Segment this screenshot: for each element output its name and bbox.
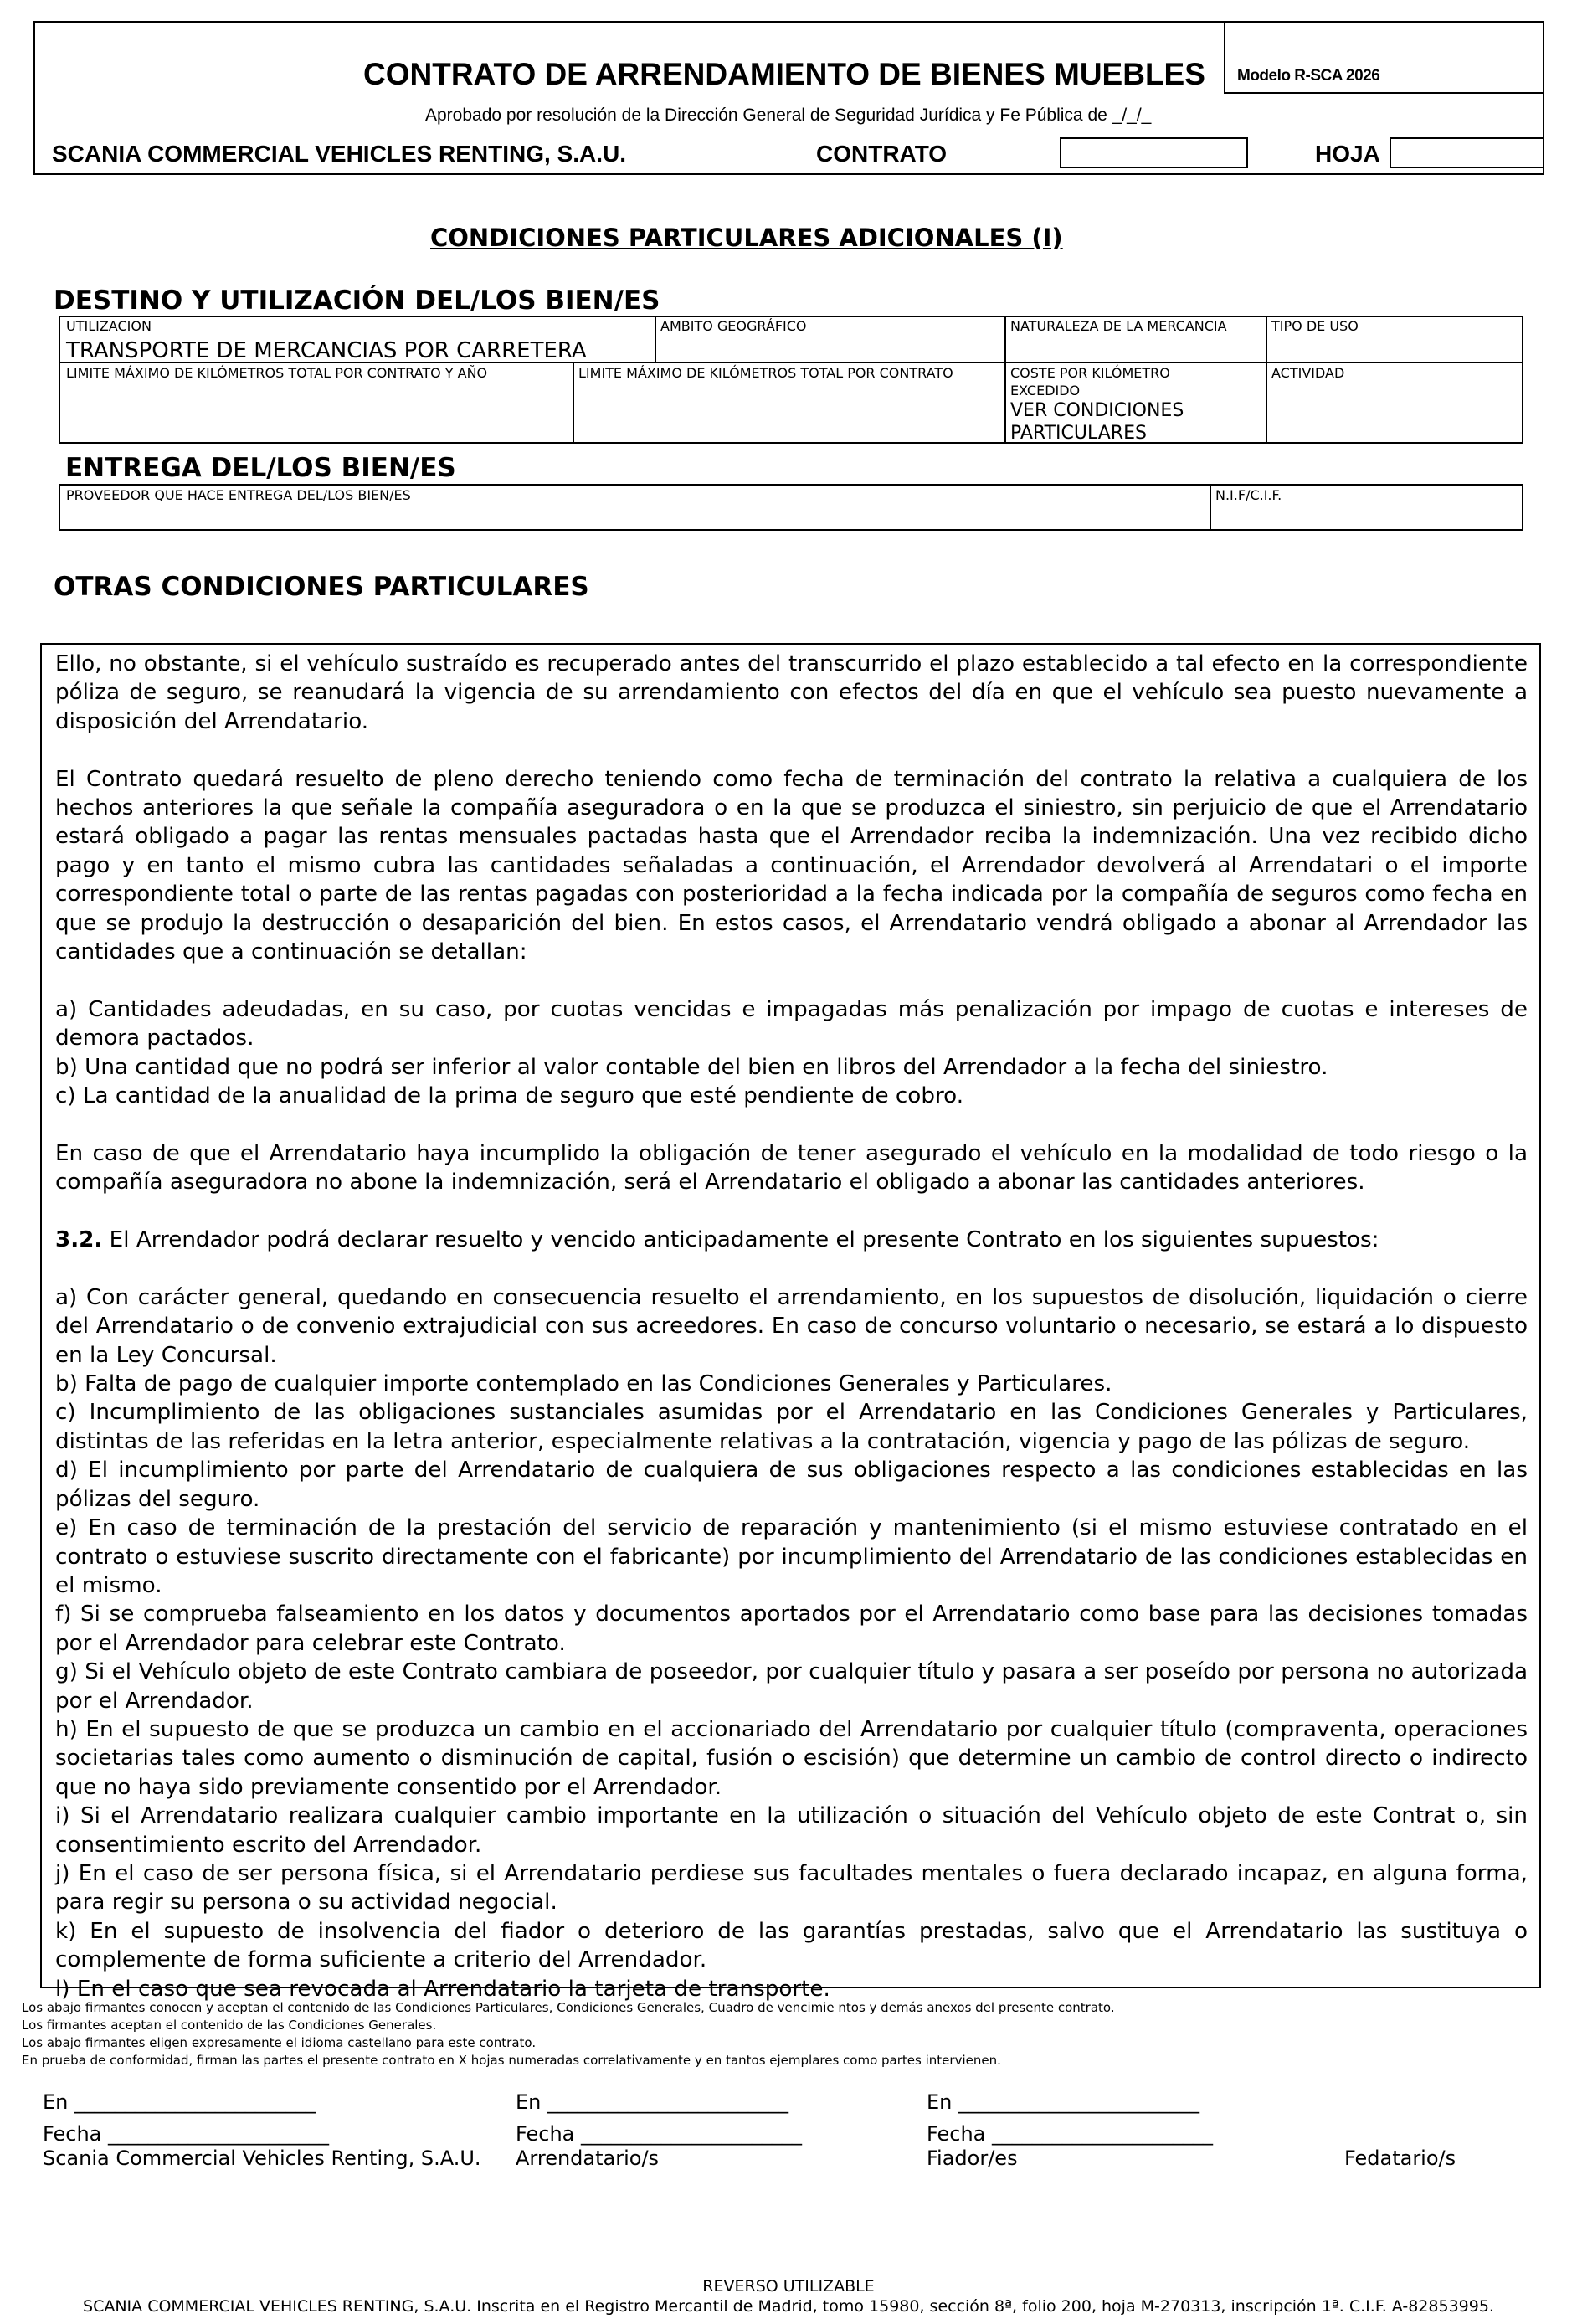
list-item: a) Con carácter general, quedando en consecuencia resuelto el arrendamiento, en los supuestos de disolución, liquidación o cierre del Arrendatario o de convenio extrajudicial con sus acreedores. En caso de concurso voluntario o necesario, se estará a lo dispuesto en la Ley Concursal. (55, 1284, 1528, 1368)
reverso-note: REVERSO UTILIZABLE (702, 2277, 875, 2296)
list-item: j) En el caso de ser persona física, si el Arrendatario perdiese sus facultades mentales o fuera declarado incapaz, en alguna forma, para regir su persona o su actividad negocial. (55, 1860, 1528, 1915)
model-code: Modelo R-SCA 2026 (1237, 67, 1380, 85)
utilizacion-value[interactable]: TRANSPORTE DE MERCANCIAS POR CARRETERA (66, 338, 587, 363)
destino-col-divider (1004, 316, 1006, 444)
list-item: f) Si se comprueba falseamiento en los datos y documentos aportados por el Arrendatario como base para las decisiones tomadas por el Arrendador para celebrar este Contrato. (55, 1602, 1528, 1656)
place-field-1[interactable]: En ________________________ (43, 2090, 316, 2114)
date-field-3[interactable]: Fecha ______________________ (927, 2122, 1213, 2146)
destino-col-divider (1266, 316, 1267, 444)
date-field-2[interactable]: Fecha ______________________ (516, 2122, 802, 2146)
entrega-heading: ENTREGA DEL/LOS BIEN/ES (65, 453, 456, 483)
list-item: g) Si el Vehículo objeto de este Contrato cambiara de poseedor, por cualquier título y pasara a ser poseído por persona no autorizada por el Arrendador. (55, 1659, 1528, 1714)
coste-value-2[interactable]: PARTICULARES (1010, 423, 1147, 444)
tipo-uso-label: TIPO DE USO (1271, 318, 1359, 334)
note-line: En prueba de conformidad, firman las partes el presente contrato en X hojas numeradas correlativamente y en tantos ejemplares como partes intervienen. (22, 2053, 1001, 2068)
note-line: Los firmantes aceptan el contenido de las Condiciones Generales. (22, 2018, 437, 2033)
contract-label: CONTRATO (816, 141, 948, 167)
sheet-number-field[interactable] (1390, 137, 1544, 168)
signer-notary: Fedatario/s (1344, 2147, 1456, 2170)
limite-anio-label: LIMITE MÁXIMO DE KILÓMETROS TOTAL POR CONTRATO Y AÑO (66, 365, 488, 381)
clause-number: 3.2. (55, 1227, 103, 1253)
approval-line: Aprobado por resolución de la Dirección General de Seguridad Jurídica y Fe Pública de _/_/_ (425, 105, 1152, 125)
page-title: CONDICIONES PARTICULARES ADICIONALES (I) (430, 224, 1063, 252)
list-item: a) Cantidades adeudadas, en su caso, por cuotas vencidas e impagadas más penalización por impago de cuotas e intereses de demora pactados. (55, 996, 1528, 1051)
ambito-label: AMBITO GEOGRÁFICO (660, 318, 807, 334)
sheet-label: HOJA (1315, 141, 1380, 167)
coste-label-2: EXCEDIDO (1010, 383, 1081, 398)
limite-contrato-label: LIMITE MÁXIMO DE KILÓMETROS TOTAL POR CONTRATO (578, 365, 953, 381)
list-item: c) Incumplimiento de las obligaciones sustanciales asumidas por el Arrendatario en las Condiciones Generales y Particulares, distintas de las referidas en la letra anterior, especialmente relativas a la contratación, vigencia y pago de las pólizas de seguro. (55, 1400, 1528, 1454)
list-item: b) Una cantidad que no podrá ser inferior al valor contable del bien en libros del Arrendador a la fecha del siniestro. (55, 1054, 1328, 1080)
place-field-3[interactable]: En ________________________ (927, 2090, 1200, 2114)
conditions-body (40, 643, 1541, 2002)
paragraph: Ello, no obstante, si el vehículo sustraído es recuperado antes del transcurrido el plazo establecido a tal efecto en la correspondiente póliza de seguro, se reanudará la vigencia de su arrendamiento con efectos del día en que el vehículo sea puesto nuevamente a disposición del Arrendatario. (55, 651, 1528, 734)
list-item: b) Falta de pago de cualquier importe contemplado en las Condiciones Generales y Particulares. (55, 1371, 1112, 1397)
note-line: Los abajo firmantes conocen y aceptan el contenido de las Condiciones Particulares, Condiciones Generales, Cuadro de vencimie ntos y demás anexos del presente contrato. (22, 2000, 1115, 2015)
list-item: d) El incumplimiento por parte del Arrendatario de cualquiera de sus obligaciones respecto a las condiciones establecidas en las pólizas del seguro. (55, 1458, 1528, 1512)
destino-col-divider (573, 362, 574, 444)
coste-value-1[interactable]: VER CONDICIONES (1010, 400, 1184, 421)
actividad-label: ACTIVIDAD (1271, 365, 1345, 381)
note-line: Los abajo firmantes eligen expresamente el idioma castellano para este contrato. (22, 2035, 537, 2050)
list-item: i) Si el Arrendatario realizara cualquier cambio importante en la utilización o situación del Vehículo objeto de este Contrat o, sin consentimiento escrito del Arrendador. (55, 1803, 1528, 1858)
destino-heading: DESTINO Y UTILIZACIÓN DEL/LOS BIEN/ES (54, 285, 660, 316)
signature-notes (22, 1999, 1562, 2069)
coste-label-1: COSTE POR KILÓMETRO (1010, 365, 1170, 381)
proveedor-label: PROVEEDOR QUE HACE ENTREGA DEL/LOS BIEN/ES (66, 487, 411, 503)
utilizacion-label: UTILIZACION (66, 318, 152, 334)
clause-3-2 (55, 1226, 1528, 1254)
clause-text: El Arrendador podrá declarar resuelto y vencido anticipadamente el presente Contrato en los siguientes supuestos: (102, 1227, 1379, 1253)
date-field-1[interactable]: Fecha ______________________ (43, 2122, 329, 2146)
naturaleza-label: NATURALEZA DE LA MERCANCIA (1010, 318, 1227, 334)
paragraph: En caso de que el Arrendatario haya incumplido la obligación de tener asegurado el vehículo en la modalidad de todo riesgo o la compañía aseguradora no abone la indemnización, será el Arrendatario el obligado a abonar las cantidades anteriores. (55, 1140, 1528, 1195)
destino-col-divider (655, 316, 656, 362)
otras-heading: OTRAS CONDICIONES PARTICULARES (54, 572, 589, 602)
list-item: h) En el supuesto de que se produzca un cambio en el accionariado del Arrendatario por cualquier título (compraventa, operaciones societarias tales como aumento o disminución de capital, fusión o escisión) que determine un cambio de control directo o indirecto que no haya sido previamente consentido por el Arrendador. (55, 1716, 1528, 1800)
contract-title: CONTRATO DE ARRENDAMIENTO DE BIENES MUEBLES (363, 57, 1205, 91)
list-item: k) En el supuesto de insolvencia del fiador o deterioro de las garantías prestadas, salvo que el Arrendatario las sustituya o complemente de forma suficiente a criterio del Arrendador. (55, 1918, 1528, 1973)
list-item: l) En el caso que sea revocada al Arrendatario la tarjeta de transporte. (55, 1976, 830, 2002)
place-field-2[interactable]: En ________________________ (516, 2090, 789, 2114)
list-item: c) La cantidad de la anualidad de la prima de seguro que esté pendiente de cobro. (55, 1083, 964, 1109)
nif-label: N.I.F/C.I.F. (1215, 487, 1282, 503)
contract-number-field[interactable] (1060, 137, 1248, 168)
signer-guarantor: Fiador/es (927, 2147, 1018, 2170)
list-item: e) En caso de terminación de la prestación del servicio de reparación y mantenimiento (si el mismo estuviese contratado en el contrato o estuviese suscrito directamente con el fabricante) por incumplimiento del Arrendatario de las condiciones establecidas en el mismo. (55, 1515, 1528, 1598)
signer-lessor: Scania Commercial Vehicles Renting, S.A.U. (43, 2147, 481, 2170)
entrega-col-divider (1210, 484, 1211, 531)
company-name: SCANIA COMMERCIAL VEHICLES RENTING, S.A.U. (52, 141, 627, 167)
registry-footer: SCANIA COMMERCIAL VEHICLES RENTING, S.A.U. Inscrita en el Registro Mercantil de Madrid, tomo 15980, sección 8ª, folio 200, hoja M-270313, inscripción 1ª. C.I.F. A-82853995. (83, 2297, 1494, 2316)
paragraph: El Contrato quedará resuelto de pleno derecho teniendo como fecha de terminación del contrato la relativa a cualquiera de los hechos anteriores la que señale la compañía aseguradora o en la que se produzca el siniestro, sin perjuicio de que el Arrendatario estará obligado a pagar las rentas mensuales pactadas hasta que el Arrendador reciba la indemnización. Una vez recibido dicho pago y en tanto el mismo cubra las cantidades señaladas a continuación, el Arrendador devolverá al Arrendatari o el importe correspondiente total o parte de las rentas pagadas con posterioridad a la fecha indicada por la compañía de seguros como fecha en que se produjo la destrucción o desaparición del bien. En estos casos, el Arrendatario vendrá obligado a abonar al Arrendador las cantidades que a continuación se detallan: (55, 766, 1528, 965)
signer-lessee: Arrendatario/s (516, 2147, 660, 2170)
